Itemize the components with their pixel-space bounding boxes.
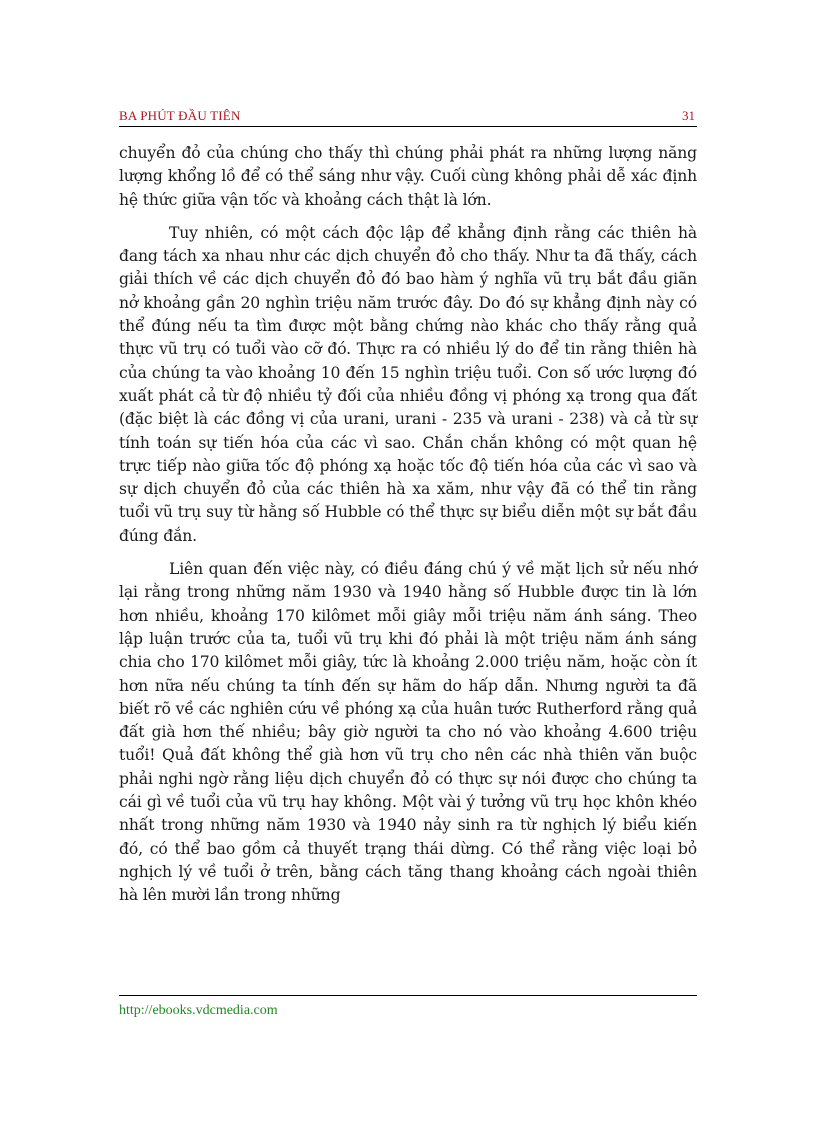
paragraph-continued: chuyển đỏ của chúng cho thấy thì chúng phải phát ra những lượng năng lượng khổng lồ để có thể sáng như vậy. Cuối cùng không phải dễ xác định hệ thức giữa vận tốc và khoảng cách thật là lớn. (119, 144, 697, 209)
footer-url-link[interactable]: http://ebooks.vdcmedia.com (119, 1003, 278, 1018)
paragraph-historical-note: Liên quan đến việc này, có điều đáng chú ý về mặt lịch sử nếu nhớ lại rằng trong những năm 1930 và 1940 hằng số Hubble được tin là lớn hơn nhiều, khoảng 170 kilômet mỗi giây mỗi triệu năm ánh sáng. Theo lập luận trước của ta, tuổi vũ trụ khi đó phải là một triệu năm ánh sáng chia cho 170 kilômet mỗi giây, tức là khoảng 2.000 triệu năm, hoặc còn ít hơn nữa nếu chúng ta tính đến sự hãm do hấp dẫn. Nhưng người ta đã biết rõ về các nghiên cứu về phóng xạ của huân tước Rutherford rằng quả đất già hơn thế nhiều; bây giờ người ta cho nó vào khoảng 4.600 triệu tuổi! Quả đất không thể già hơn vũ trụ cho nên các nhà thiên văn buộc phải nghi ngờ rằng liệu dịch chuyển đỏ có thực sự nói được cho chúng ta cái gì về tuổi của vũ trụ hay không. Một vài ý tưởng vũ trụ học khôn khéo nhất trong những năm 1930 và 1940 nảy sinh ra từ nghịch lý biểu kiến đó, có thể bao gồm cả thuyết trạng thái dừng. Có thể rằng việc loại bỏ nghịch lý về tuổi ở trên, bằng cách tăng thang khoảng cách ngoài thiên hà lên mười lần trong những (119, 560, 697, 905)
body-text (119, 142, 697, 918)
page-number: 31 (682, 108, 695, 123)
running-title: BA PHÚT ĐẦU TIÊN (119, 108, 241, 123)
running-header (119, 106, 697, 127)
paragraph-independent-confirmation: Tuy nhiên, có một cách độc lập để khẳng định rằng các thiên hà đang tách xa nhau như các dịch chuyển đỏ cho thấy. Như ta đã thấy, cách giải thích về các dịch chuyển đỏ đó bao hàm ý nghĩa vũ trụ bắt đầu giãn nở khoảng gần 20 nghìn triệu năm trước đây. Do đó sự khẳng định này có thể đúng nếu ta tìm được một bằng chứng nào khác cho thấy rằng quả thực vũ trụ có tuổi vào cỡ đó. Thực ra có nhiều lý do để tin rằng thiên hà của chúng ta vào khoảng 10 đến 15 nghìn triệu tuổi. Con số ước lượng đó xuất phát cả từ độ nhiều tỷ đối của nhiều đồng vị phóng xạ trong qua đất (đặc biệt là các đồng vị của urani, urani - 235 và urani - 238) và cả từ sự tính toán sự tiến hóa của các vì sao. Chắn chắn không có một quan hệ trực tiếp nào giữa tốc độ phóng xạ hoặc tốc độ tiến hóa của các vì sao và sự dịch chuyển đỏ của các thiên hà xa xăm, như vậy đã có thể tin rằng tuổi vũ trụ suy từ hằng số Hubble có thể thực sự biểu diễn một sự bắt đầu đúng đắn. (119, 223, 697, 545)
footer-rule (119, 995, 697, 996)
